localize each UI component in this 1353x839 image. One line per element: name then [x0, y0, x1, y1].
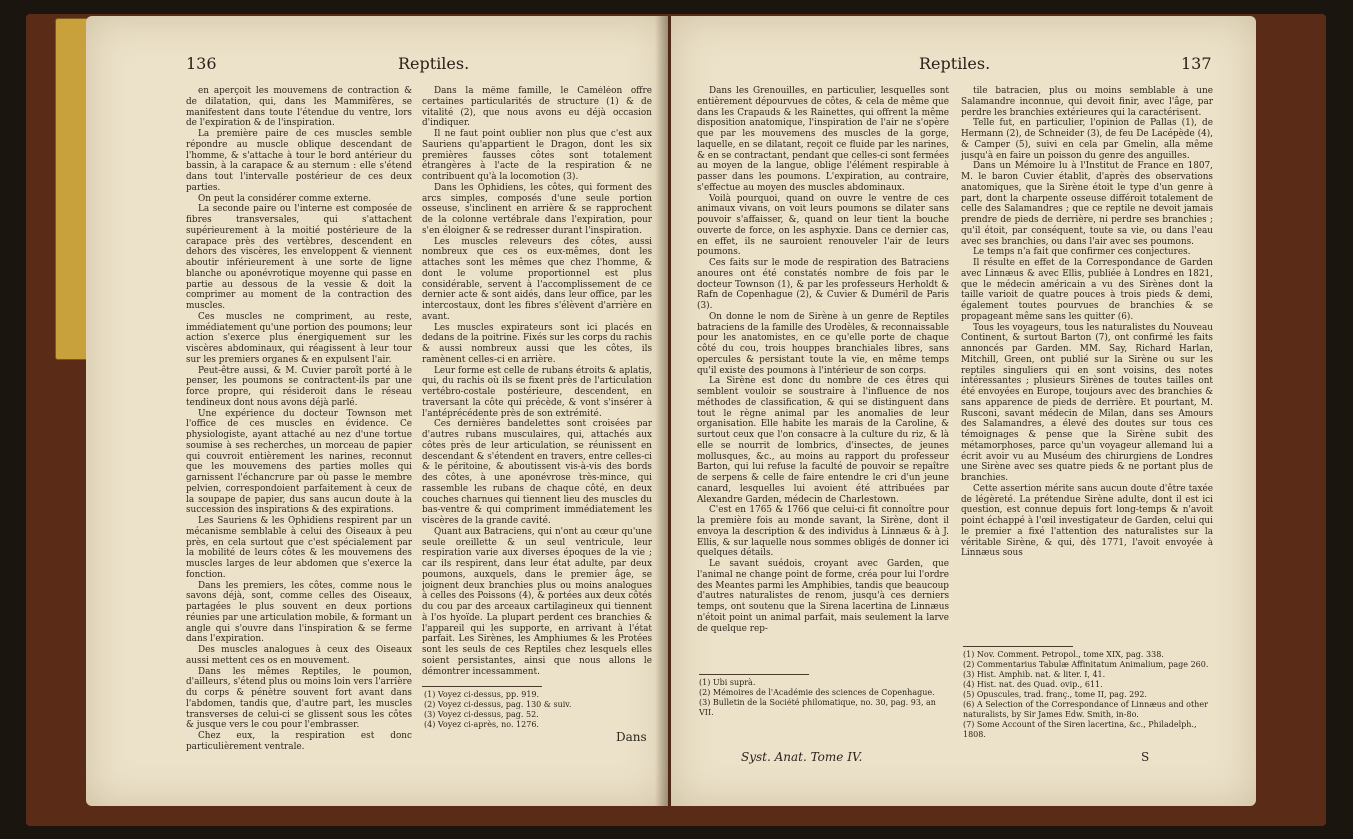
- left-page: [86, 16, 668, 806]
- paragraph: Les muscles expirateurs sont ici placés en dedans de la poitrine. Fixés sur les corps du rachis & aussi nombreux aussi que les côtes, ils ramènent celles-ci en arrière.: [422, 322, 652, 365]
- paragraph: La première paire de ces muscles semble répondre au muscle oblique descendant de l'homme, & s'attache à tour le bord antérieur du bassin, à la carapace & au sternum : elle s'étend dans tout l'intervalle postérieur de ces deux parties.: [186, 129, 412, 193]
- paragraph: Dans les Grenouilles, en particulier, lesquelles sont entièrement dépourvues de côtes, & cela de même que dans les Crapauds & les Rainettes, qui offrent la même disposition anatomique, l'inspiration de l'air ne s'opère que par les mouvemens des muscles de la gorge, laquelle, en se dilatant, reçoit ce fluide par les narines, & en se contractant, pendant que celles-ci sont fermées au moyen de la langue, oblige l'élément respirable à passer dans les poumons. L'expiration, au contraire, s'effectue au moyen des muscles abdominaux.: [697, 86, 949, 193]
- paragraph: tile batracien, plus ou moins semblable à une Salamandre inconnue, qui devoit finir, avec l'âge, par perdre les branchies extérieures qui la caractérisent.: [961, 86, 1213, 118]
- paragraph: Ces muscles ne compriment, au reste, immédiatement qu'une portion des poumons; leur action s'exerce plus énergiquement sur les viscères abdominaux, qui réagissent à leur tour sur les premiers organes & en expulsent l'air.: [186, 311, 412, 365]
- right-column-1: [697, 86, 949, 666]
- footnote-rule-left: [422, 686, 542, 687]
- footnote: (1) Ubi suprà.: [699, 678, 756, 687]
- footnote: (2) Mémoires de l'Académie des sciences de Copenhague.: [699, 688, 935, 697]
- running-head-left: Reptiles.: [398, 54, 470, 73]
- footnote: (3) Hist. Amphib. nat. & liter. I, 41.: [963, 670, 1106, 679]
- footnote: (3) Bulletin de la Société philomatique, no. 30, pag. 93, an VII.: [699, 698, 936, 717]
- paragraph: On peut la considérer comme externe.: [198, 193, 372, 204]
- paragraph: Il ne faut point oublier non plus que c'est aux Sauriens qu'appartient le Dragon, dont les six premières fausses côtes sont totalement étrangères à l'acte de la respiration & ne contribuent qu'à la locomotion (3).: [422, 129, 652, 182]
- left-column-2: [422, 86, 652, 686]
- catchword: Dans: [616, 730, 647, 744]
- footnote: (6) A Selection of the Correspondance of Linnæus and other naturalists, by Sir James Edw. Smith, in-8o.: [963, 700, 1208, 719]
- paragraph: Cette assertion mérite sans aucun doute d'être taxée de légèreté. La prétendue Sirène adulte, dont il est ici question, est connue depuis fort long-temps & n'avoit point échappé à l'œil investigateur de Garden, celui qui le premier a fixé l'attention des naturalistes sur la véritable Sirène, & qui, dès 1771, l'avoit envoyée à Linnæus sous: [961, 483, 1213, 559]
- footnote: (2) Voyez ci-dessus, pag. 130 & suiv.: [424, 700, 572, 709]
- paragraph: La seconde paire ou l'interne est composée de fibres transversales, qui s'attachent supérieurement à la moitié postérieure de la carapace près des vertèbres, descendent en dehors des viscères, les enveloppent & viennent aboutir inférieurement à une sorte de ligne blanche ou aponévrotique moyenne qui passe en partie au dessous de la vessie & doit la comprimer au moment de la contraction des muscles.: [186, 204, 412, 311]
- paragraph: Voilà pourquoi, quand on ouvre le ventre de ces animaux vivans, on voit leurs poumons se dilater sans pouvoir s'affaisser, &, quand on leur tient la bouche ouverte de force, on les asphyxie. Dans ce dernier cas, en effet, ils ne sauroient renouveler l'air de leurs poumons.: [697, 193, 949, 258]
- paragraph: en aperçoit les mouvemens de contraction & de dilatation, qui, dans les Mammifères, se manifestent dans toute l'étendue du ventre, lors de l'expiration & de l'inspiration.: [186, 86, 412, 129]
- footnotes-right-b: [963, 650, 1213, 740]
- signature-line: Syst. Anat. Tome IV.: [741, 750, 863, 764]
- footnote-rule-right-a: [699, 674, 809, 675]
- signature-mark: S: [1141, 750, 1150, 764]
- footnotes-right-a: [699, 678, 949, 718]
- paragraph: Tous les voyageurs, tous les naturalistes du Nouveau Continent, & surtout Barton (7), ont confirmé les faits annoncés par Garden. MM. Say, Richard Harlan, Mitchill, Green, ont publié sur la Sirène ou sur les reptiles singuliers qui en sont voisins, des notes intéressantes ; plusieurs Sirènes de toutes tailles ont été envoyées en Europe, toujours avec des branchies & sans apparence de pieds de derrière. Et pourtant, M. Rusconi, savant médecin de Milan, dans ses Amours des Salamandres, a élevé des doutes sur tous ces témoignages & pense que la Sirène subit des métamorphoses, parce qu'un voyageur allemand lui a écrit avoir vu au Muséum des chirurgiens de Londres une Sirène avec ses quatre pieds & ne portant plus de branchies.: [961, 322, 1213, 483]
- footnote: (5) Opuscules, trad. franç., tome II, pag. 292.: [963, 690, 1147, 699]
- footnote: (4) Hist. nat. des Quad. ovip., 611.: [963, 680, 1103, 689]
- right-column-2: [961, 86, 1213, 636]
- running-head-right: Reptiles.: [919, 54, 991, 73]
- footnote: (7) Some Account of the Siren lacertina, &c., Philadelph., 1808.: [963, 720, 1197, 739]
- paragraph: Des muscles analogues à ceux des Oiseaux aussi mettent ces os en mouvement.: [186, 645, 412, 666]
- paragraph: On donne le nom de Sirène à un genre de Reptiles batraciens de la famille des Urodèles, & reconnaissable pour les anatomistes, en ce qu'elle porte de chaque côté du cou, trois houppes branchiales libres, sans opercules & persistant toute la vie, en même temps qu'il existe des poumons à l'intérieur de son corps.: [697, 311, 949, 376]
- footnote-rule-right-b: [963, 646, 1073, 647]
- paragraph: Peut-être aussi, & M. Cuvier paroît porté à le penser, les poumons se contractent-ils par une force propre, qui résideroit dans le réseau tendineux dont nous avons déjà parlé.: [186, 365, 412, 408]
- paragraph: Leur forme est celle de rubans étroits & aplatis, qui, du rachis où ils se fixent près de l'articulation vertébro-costale postérieure, descendent, en traversant la côte qui précède, & vont s'insérer à l'antéprécédente près de son extrémité.: [422, 365, 652, 419]
- page-number-right: 137: [1181, 54, 1212, 73]
- paragraph: Le savant suédois, croyant avec Garden, que l'animal ne change point de forme, créa pour lui l'ordre des Meantes parmi les Amphibies, tandis que beaucoup d'autres naturalistes de renom, jusqu'à ces derniers temps, ont soutenu que la Sirena lacertina de Linnæus n'étoit point un animal parfait, mais seulement la larve de quelque rep-: [697, 559, 949, 634]
- footnote: (3) Voyez ci-dessus, pag. 52.: [424, 710, 539, 719]
- paragraph: Chez eux, la respiration est donc particulièrement ventrale.: [186, 731, 412, 752]
- footnote: (1) Nov. Comment. Petropol., tome XIX, pag. 338.: [963, 650, 1164, 659]
- paragraph: C'est en 1765 & 1766 que celui-ci fit connoître pour la première fois au monde savant, la Sirène, dont il envoya la description & des individus à Linnæus & à J. Ellis, & sur laquelle nous sommes obligés de donner ici quelques détails.: [697, 505, 949, 559]
- footnotes-left: [424, 690, 644, 730]
- paragraph: Dans les premiers, les côtes, comme nous le savons déjà, sont, comme celles des Oiseaux, partagées le plus souvent en deux portions réunies par une articulation mobile, & formant un angle qui s'ouvre dans l'inspiration & se ferme dans l'expiration.: [186, 580, 412, 645]
- paragraph: Il résulte en effet de la Correspondance de Garden avec Linnæus & avec Ellis, publiée à Londres en 1821, que le médecin américain a vu des Sirènes dont la taille varioit de quatre pouces à trois pieds & demi, également toutes pourvues de branchies & se propageant même sans les quitter (6).: [961, 258, 1213, 322]
- paragraph: Le temps n'a fait que confirmer ces conjectures.: [973, 247, 1191, 258]
- paragraph: Dans les Ophidiens, les côtes, qui forment des arcs simples, composés d'une seule portion osseuse, s'inclinent en arrière & se rapprochent de la colonne vertébrale dans l'expiration, pour s'en éloigner & se redresser durant l'inspiration.: [422, 182, 652, 236]
- paragraph: Les muscles releveurs des côtes, aussi nombreux que ces os eux-mêmes, dont les attaches sont les mêmes que chez l'homme, & dont le volume proportionnel est plus considérable, servent à l'accomplissement de ce dernier acte & sont aidés, dans leur office, par les intercostaux, dont les fibres s'élèvent d'arrière en avant.: [422, 236, 652, 322]
- footnote: (4) Voyez ci-après, no. 1276.: [424, 720, 539, 729]
- bookmark-tab: [55, 18, 89, 360]
- right-page: [671, 16, 1256, 806]
- left-column-1: [186, 86, 412, 776]
- paragraph: Dans les mêmes Reptiles, le poumon, d'ailleurs, s'étend plus ou moins loin vers l'arrière du corps & pénètre souvent fort avant dans l'abdomen, tandis que, d'autre part, les muscles transverses de celui-ci se glissent sous les côtes & jusque vers le cou pour l'embrasser.: [186, 666, 412, 731]
- page-number-left: 136: [186, 54, 217, 73]
- footnote: (1) Voyez ci-dessus, pp. 919.: [424, 690, 540, 699]
- paragraph: La Sirène est donc du nombre de ces êtres qui semblent vouloir se soustraire à l'influence de nos méthodes de classification, & qui se distinguent dans tout le règne animal par les anomalies de leur organisation. Elle habite les marais de la Caroline, & surtout ceux que l'on consacre à la culture du riz, & là elle se nourrit de lombrics, d'insectes, de jeunes mollusques, &c., au moins au rapport du professeur Barton, qui lui refuse la faculté de pouvoir se repaître de serpens & celle de faire entendre le cri d'un jeune canard, lesquelles lui avoient été attribuées par Alexandre Garden, médecin de Charlestown.: [697, 376, 949, 505]
- paragraph: Quant aux Batraciens, qui n'ont au cœur qu'une seule oreillette & un seul ventricule, leur respiration varie aux diverses époques de la vie ; car ils respirent, dans leur état adulte, par deux poumons, auxquels, dans le premier âge, se joignent deux branchies plus ou moins analogues à celles des Poissons (4), & portées aux deux côtés du cou par des arceaux cartilagineux qui tiennent à l'os hyoïde. La plupart perdent ces branchies & l'appareil qui les supporte, en arrivant à l'état parfait. Les Sirènes, les Amphiumes & les Protées sont les seuls de ces Reptiles chez lesquels elles soient persistantes, ainsi que nous allons le démontrer incessamment.: [422, 526, 652, 677]
- paragraph: Les Sauriens & les Ophidiens respirent par un mécanisme semblable à celui des Oiseaux à peu près, en cela surtout que c'est spécialement par la mobilité de leurs côtes & les mouvemens des muscles larges de leur abdomen que s'exerce la fonction.: [186, 516, 412, 580]
- paragraph: Dans la même famille, le Caméléon offre certaines particularités de structure (1) & de vitalité (2), que nous avons eu déjà occasion d'indiquer.: [422, 86, 652, 129]
- paragraph: Une expérience du docteur Townson met l'office de ces muscles en évidence. Ce physiologiste, ayant attaché au nez d'une tortue soumise à ses recherches, un morceau de papier qui couvroit entièrement les narines, reconnut que les mouvemens des parties molles qui garnissent l'échancrure par où passe le membre pelvien, correspondoient parfaitement à ceux de la soupape de papier, dus sans aucun doute à la succession des inspirations & des expirations.: [186, 408, 412, 516]
- paragraph: Ces faits sur le mode de respiration des Batraciens anoures ont été constatés nombre de fois par le docteur Townson (1), & par les professeurs Herholdt & Rafn de Copenhague (2), & Cuvier & Duméril de Paris (3).: [697, 258, 949, 311]
- paragraph: Dans un Mémoire lu à l'Institut de France en 1807, M. le baron Cuvier établit, d'après des observations anatomiques, que la Sirène étoit le type d'un genre à part, dont la charpente osseuse différoit totalement de celle des Salamandres ; que ce reptile ne devoit jamais prendre de pieds de derrière, ni perdre ses branchies ; qu'il étoit, par conséquent, toute sa vie, ou dans l'eau avec ses branchies, ou dans l'air avec ses poumons.: [961, 161, 1213, 247]
- paragraph: Telle fut, en particulier, l'opinion de Pallas (1), de Hermann (2), de Schneider (3), de feu De Lacépède (4), & Camper (5), suivi en cela par Gmelin, alla même jusqu'à en faire un poisson du genre des anguilles.: [961, 118, 1213, 161]
- footnote: (2) Commentarius Tabulæ Affinitatum Animalium, page 260.: [963, 660, 1209, 669]
- paragraph: Ces dernières bandelettes sont croisées par d'autres rubans musculaires, qui, attachés aux côtes près de leur articulation, se réunissent en descendant & s'étendent en travers, entre celles-ci & le péritoine, & aboutissent vis-à-vis des bords des côtes, à une aponévrose très-mince, qui rassemble les rubans de chaque côté, en deux couches charnues qui tiennent lieu des muscles du bas-ventre & qui compriment immédiatement les viscères de la grande cavité.: [422, 419, 652, 526]
